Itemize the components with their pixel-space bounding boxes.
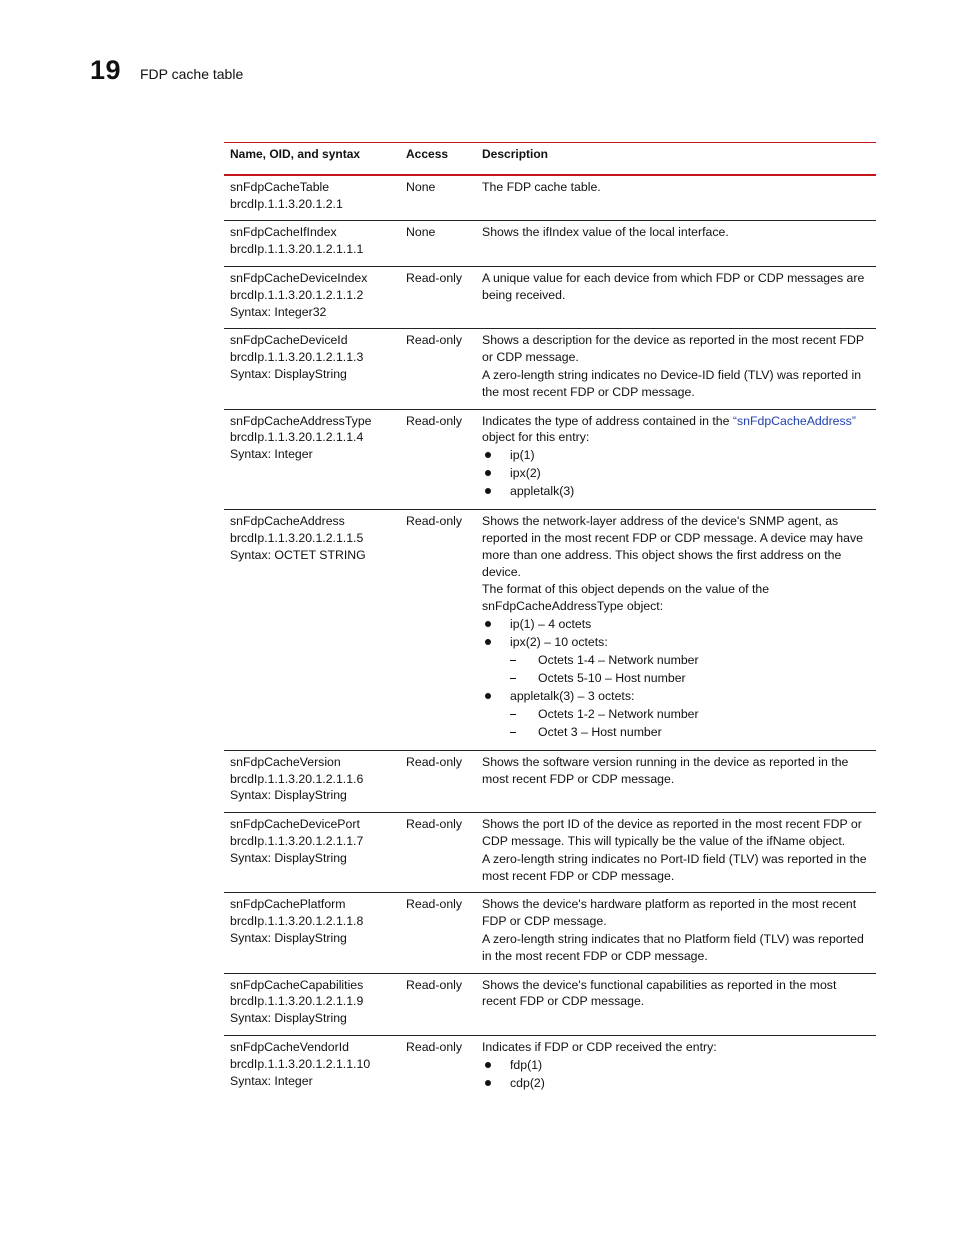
access-cell: Read-only: [406, 270, 463, 285]
object-name: snFdpCacheVersion: [230, 754, 341, 769]
dash-list: [510, 652, 870, 687]
description-cell: [476, 175, 876, 221]
object-cell: [224, 893, 400, 973]
access-cell: Read-only: [406, 333, 463, 348]
description-cell: [476, 510, 876, 751]
table-row: [224, 750, 876, 812]
object-name: snFdpCacheVendorId: [230, 1039, 349, 1054]
snfdpcacheaddress-link[interactable]: “snFdpCacheAddress”: [732, 413, 856, 428]
object-oid: brcdIp.1.1.3.20.1.2.1: [230, 196, 343, 211]
object-cell: [224, 813, 400, 893]
object-syntax: Syntax: Integer32: [230, 304, 327, 319]
bullet-text: ipx(2) – 10 octets:: [510, 634, 608, 649]
object-oid: brcdIp.1.1.3.20.1.2.1.1.5: [230, 530, 364, 545]
bullet-text: ip(1) – 4 octets: [510, 616, 592, 631]
access-cell: Read-only: [406, 1039, 463, 1054]
table-row: [224, 813, 876, 893]
object-name: snFdpCacheIfIndex: [230, 225, 337, 240]
description-text: The format of this object depends on the value of the snFdpCacheAddressType object:: [482, 582, 770, 614]
mib-objects-table: [224, 142, 876, 1101]
bullet-item: cdp(2): [482, 1075, 870, 1092]
access-cell: Read-only: [406, 754, 463, 769]
access-cell: None: [406, 225, 436, 240]
object-name: snFdpCacheDeviceId: [230, 333, 348, 348]
object-name: snFdpCacheDevicePort: [230, 817, 360, 832]
object-name: snFdpCacheAddressType: [230, 413, 372, 428]
access-cell: Read-only: [406, 817, 463, 832]
object-cell: [224, 750, 400, 812]
header-access: Access: [406, 147, 449, 161]
access-cell: Read-only: [406, 977, 463, 992]
table-row: [224, 329, 876, 409]
table-row: [224, 973, 876, 1035]
object-cell: [224, 409, 400, 510]
table-header-row: [224, 143, 876, 175]
object-name: snFdpCacheAddress: [230, 514, 345, 529]
bullet-item: ipx(2): [482, 465, 870, 482]
dash-item: Octets 1-2 – Network number: [510, 706, 870, 723]
description-text: Shows the ifIndex value of the local interface.: [482, 225, 729, 240]
header-name-oid-syntax: Name, OID, and syntax: [230, 147, 361, 161]
access-cell: None: [406, 179, 436, 194]
bullet-item: appletalk(3): [482, 483, 870, 500]
object-syntax: Syntax: DisplayString: [230, 788, 347, 803]
description-cell: [476, 221, 876, 267]
description-cell: [476, 973, 876, 1035]
bullet-text: appletalk(3) – 3 octets:: [510, 688, 635, 703]
description-text: Shows the port ID of the device as reported in the most recent FDP or CDP message. This will typically be the value of the ifName object.: [482, 817, 862, 848]
object-cell: [224, 1035, 400, 1100]
description-text: Shows the network-layer address of the device's SNMP agent, as reported in the most recent FDP or CDP message. A device may have more than one address. This object shows the first address on the device.: [482, 514, 863, 579]
object-name: snFdpCachePlatform: [230, 897, 346, 912]
object-oid: brcdIp.1.1.3.20.1.2.1.1.1: [230, 242, 364, 257]
dash-list: [510, 706, 870, 741]
description-text: A zero-length string indicates no Port-ID field (TLV) was reported in the most recent FDP or CDP message.: [482, 851, 867, 883]
description-text: A zero-length string indicates that no Platform field (TLV) was reported in the most recent FDP or CDP message.: [482, 931, 864, 963]
bullet-list: [482, 447, 870, 500]
description-cell: [476, 813, 876, 893]
description-text: Shows the software version running in the device as reported in the most recent FDP or CDP message.: [482, 754, 849, 786]
bullet-item: fdp(1): [482, 1057, 870, 1074]
object-syntax: Syntax: DisplayString: [230, 1011, 347, 1026]
description-text: A zero-length string indicates no Device-ID field (TLV) was reported in the most recent FDP or CDP message.: [482, 367, 862, 399]
description-text: Indicates if FDP or CDP received the entry:: [482, 1039, 717, 1054]
object-oid: brcdIp.1.1.3.20.1.2.1.1.8: [230, 914, 364, 929]
object-syntax: Syntax: OCTET STRING: [230, 547, 366, 562]
object-cell: [224, 175, 400, 221]
description-cell: [476, 266, 876, 328]
description-cell: [476, 893, 876, 973]
table-row: [224, 893, 876, 973]
table-row: [224, 510, 876, 751]
description-text: A unique value for each device from which FDP or CDP messages are being received.: [482, 270, 865, 302]
bullet-item: [482, 634, 870, 687]
object-name: snFdpCacheTable: [230, 179, 330, 194]
object-oid: brcdIp.1.1.3.20.1.2.1.1.3: [230, 350, 364, 365]
description-text: Shows the device's hardware platform as reported in the most recent FDP or CDP message.: [482, 897, 857, 929]
table-row: [224, 1035, 876, 1100]
bullet-item: ip(1): [482, 447, 870, 464]
dash-item: Octets 5-10 – Host number: [510, 670, 870, 687]
chapter-number: 19: [90, 55, 122, 85]
access-cell: Read-only: [406, 514, 463, 529]
description-cell: [476, 1035, 876, 1100]
object-syntax: Syntax: Integer: [230, 1073, 313, 1088]
dash-item: Octets 1-4 – Network number: [510, 652, 870, 669]
object-syntax: Syntax: DisplayString: [230, 850, 347, 865]
description-text-before-link: Indicates the type of address contained in the: [482, 413, 733, 428]
table-row: [224, 266, 876, 328]
description-cell: [476, 329, 876, 409]
object-oid: brcdIp.1.1.3.20.1.2.1.1.6: [230, 771, 364, 786]
bullet-list: [482, 616, 870, 741]
description-text: Shows a description for the device as reported in the most recent FDP or CDP message.: [482, 333, 864, 365]
object-syntax: Syntax: Integer: [230, 447, 313, 462]
object-oid: brcdIp.1.1.3.20.1.2.1.1.9: [230, 994, 364, 1009]
header-description: Description: [482, 147, 549, 161]
bullet-item: [482, 688, 870, 741]
object-cell: [224, 266, 400, 328]
object-oid: brcdIp.1.1.3.20.1.2.1.1.2: [230, 287, 364, 302]
object-oid: brcdIp.1.1.3.20.1.2.1.1.10: [230, 1056, 371, 1071]
object-name: snFdpCacheDeviceIndex: [230, 270, 368, 285]
object-cell: [224, 221, 400, 267]
object-cell: [224, 329, 400, 409]
object-oid: brcdIp.1.1.3.20.1.2.1.1.4: [230, 430, 364, 445]
object-cell: [224, 973, 400, 1035]
object-cell: [224, 510, 400, 751]
description-cell: [476, 409, 876, 510]
dash-item: Octet 3 – Host number: [510, 724, 870, 741]
bullet-item: [482, 616, 870, 633]
table-row: [224, 409, 876, 510]
description-text-after-link: object for this entry:: [482, 430, 590, 445]
description-text: Shows the device's functional capabilities as reported in the most recent FDP or CDP message.: [482, 977, 837, 1009]
chapter-title: FDP cache table: [140, 66, 244, 82]
bullet-list: [482, 1057, 870, 1092]
table-row: [224, 175, 876, 221]
object-syntax: Syntax: DisplayString: [230, 930, 347, 945]
object-syntax: Syntax: DisplayString: [230, 366, 347, 381]
table-row: [224, 221, 876, 267]
description-text: The FDP cache table.: [482, 179, 601, 194]
description-text: [482, 413, 870, 447]
access-cell: Read-only: [406, 413, 463, 428]
object-name: snFdpCacheCapabilities: [230, 977, 364, 992]
access-cell: Read-only: [406, 897, 463, 912]
object-oid: brcdIp.1.1.3.20.1.2.1.1.7: [230, 833, 364, 848]
description-cell: [476, 750, 876, 812]
